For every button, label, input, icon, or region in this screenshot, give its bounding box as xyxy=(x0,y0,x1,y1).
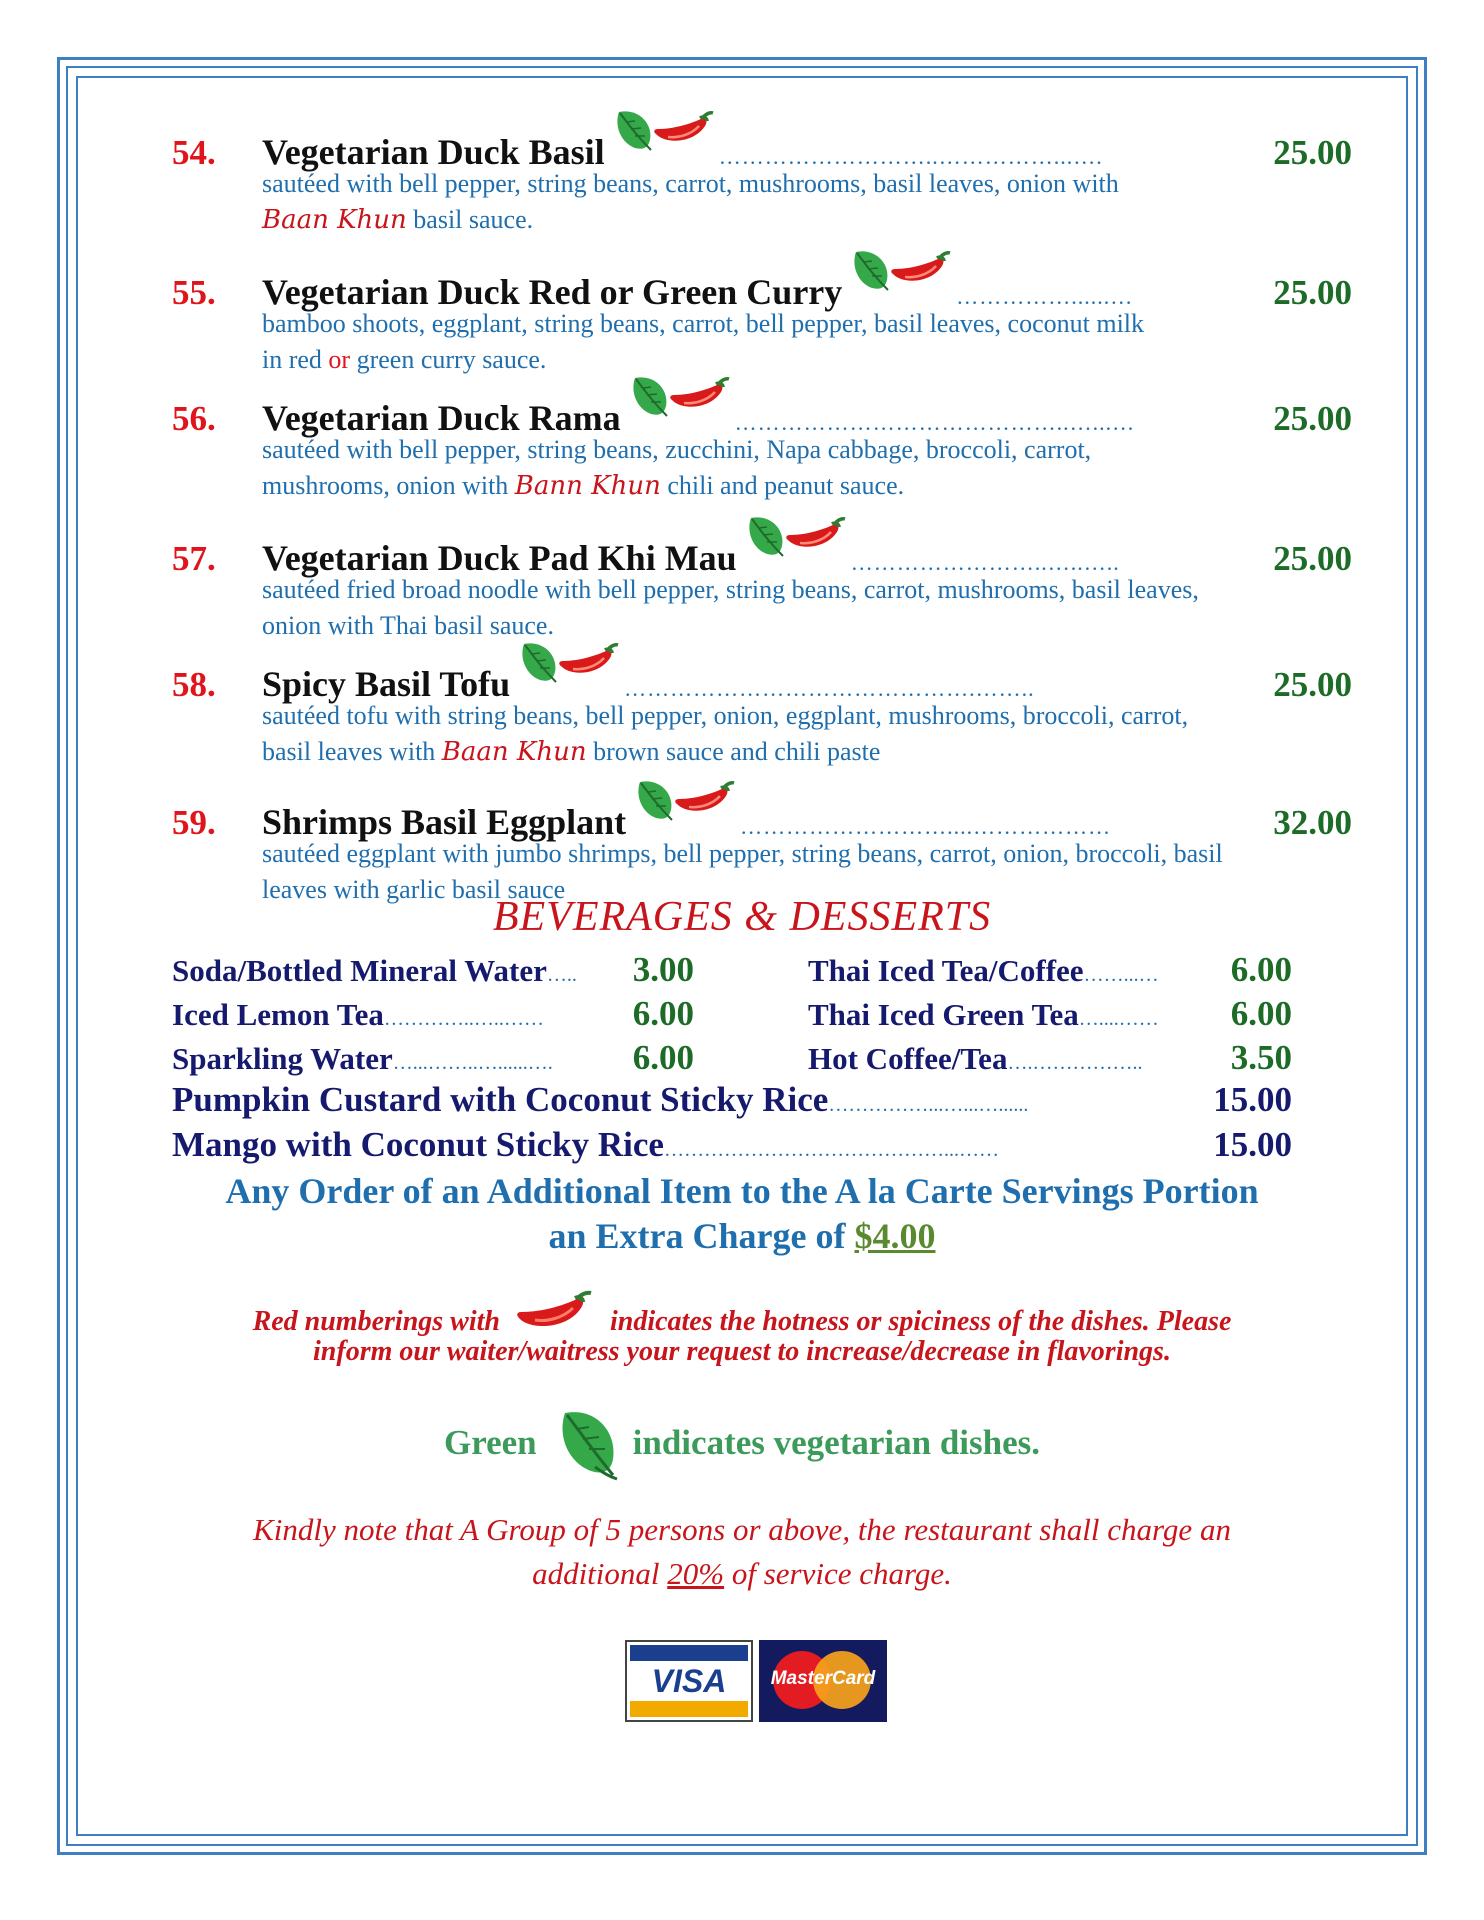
dish-icons xyxy=(634,778,736,827)
description-text: bamboo shoots, eggplant, string beans, carrot, bell pepper, basil leaves, coconut milk xyxy=(262,309,1145,338)
dish-item xyxy=(172,386,1352,504)
dish-item xyxy=(172,260,1352,378)
dish-header xyxy=(172,790,1352,842)
description-text: basil sauce. xyxy=(406,205,534,234)
beverage-price: 6.00 xyxy=(1230,994,1292,1033)
restaurant-name: Baan Khun xyxy=(441,737,587,767)
beverage-name: Thai Iced Tea/Coffee xyxy=(808,953,1084,988)
extra-charge-amount: $4.00 xyxy=(854,1216,936,1256)
dish-description xyxy=(262,166,1342,238)
basil-leaf-icon xyxy=(613,108,653,157)
dish-icons xyxy=(518,640,620,689)
leader-dots: ……………………………………...…… xyxy=(663,1139,999,1161)
leader-dots: …....…… xyxy=(1078,1008,1159,1030)
basil-leaf-icon xyxy=(850,248,890,297)
leader-dots: ….. xyxy=(546,964,577,986)
beverage-item xyxy=(808,994,1292,1034)
description-text: basil leaves with xyxy=(262,737,442,766)
dish-icons xyxy=(629,374,731,423)
spiciness-note-text: Red numberings with xyxy=(252,1306,507,1337)
extra-charge-line-2 xyxy=(0,1213,1484,1259)
dish-header xyxy=(172,526,1352,578)
basil-leaf-icon xyxy=(555,1405,619,1481)
basil-leaf-icon xyxy=(745,514,785,563)
dish-description xyxy=(262,432,1342,504)
leader-dots: ………………………..……………...…. xyxy=(718,144,1103,169)
description-text: brown sauce and chili paste xyxy=(586,737,881,766)
beverage-price: 6.00 xyxy=(632,1038,694,1077)
beverage-name: Soda/Bottled Mineral Water xyxy=(172,953,547,988)
dish-description xyxy=(262,306,1342,378)
leader-dots: ……………………………………….…….. xyxy=(624,676,1035,701)
dish-name: Shrimps Basil Eggplant xyxy=(262,802,627,842)
description-text: sautéed eggplant with jumbo shrimps, bell pepper, string beans, carrot, onion, broccoli, basil xyxy=(262,839,1223,868)
description-text: mushrooms, onion with xyxy=(262,471,515,500)
dish-header xyxy=(172,652,1352,704)
description-text: leaves with garlic basil sauce xyxy=(262,875,566,904)
leader-dots: ……………...…...…...... xyxy=(828,1094,1029,1116)
spiciness-note-line-2: inform our waiter/waitress your request to increase/decrease in flavorings. xyxy=(313,1336,1171,1367)
spiciness-note-text: indicates the hotness or spiciness of the dishes. Please xyxy=(602,1306,1232,1337)
beverage-item xyxy=(808,950,1292,990)
leader-dots: …………..…..…… xyxy=(383,1008,544,1030)
dish-name: Vegetarian Duck Red or Green Curry xyxy=(262,272,843,312)
dish-name: Vegetarian Duck Rama xyxy=(262,398,621,438)
section-title-beverages-desserts: BEVERAGES & DESSERTS xyxy=(492,894,992,940)
beverage-item xyxy=(172,950,694,990)
dish-price: 25.00 xyxy=(1273,665,1352,704)
beverage-item xyxy=(172,1038,694,1078)
description-text: chili and peanut sauce. xyxy=(660,471,905,500)
basil-leaf-icon xyxy=(518,640,558,689)
restaurant-name: Baan Khun xyxy=(262,205,407,235)
dish-number: 54. xyxy=(172,133,216,172)
dish-item xyxy=(172,652,1352,770)
dish-price: 25.00 xyxy=(1273,133,1352,172)
leader-dots: ……………………..…..….. xyxy=(850,550,1120,575)
dish-icons xyxy=(745,514,847,563)
description-text: onion with Thai basil sauce. xyxy=(262,611,554,640)
description-text: green curry sauce. xyxy=(350,345,547,374)
visa-text: VISA xyxy=(651,1663,727,1699)
service-charge-note xyxy=(0,1508,1484,1596)
dish-item xyxy=(172,790,1352,908)
leader-dots: ………………………....……………… xyxy=(740,814,1112,839)
chili-pepper-icon xyxy=(674,780,736,825)
dish-header xyxy=(172,120,1352,172)
mastercard-text: MasterCard xyxy=(770,1668,876,1689)
dish-name: Vegetarian Duck Pad Khi Mau xyxy=(262,538,737,578)
highlight-word: or xyxy=(328,345,351,374)
description-text: sautéed tofu with string beans, bell pepper, onion, eggplant, mushrooms, broccoli, carrot, xyxy=(262,701,1189,730)
service-charge-line-2 xyxy=(0,1552,1484,1596)
chili-pepper-icon xyxy=(890,250,952,295)
dish-icons xyxy=(613,108,715,157)
dish-item xyxy=(172,120,1352,238)
beverage-item xyxy=(808,1038,1292,1078)
beverage-name: Iced Lemon Tea xyxy=(172,997,384,1032)
extra-charge-line-1: Any Order of an Additional Item to the A la Carte Servings Portion xyxy=(225,1171,1259,1211)
leader-dots: …...……..…......…. xyxy=(392,1052,553,1074)
dessert-price: 15.00 xyxy=(1213,1125,1292,1164)
description-text: in red xyxy=(262,345,329,374)
dish-number: 59. xyxy=(172,803,216,842)
basil-leaf-icon xyxy=(634,778,674,827)
dish-header xyxy=(172,386,1352,438)
vegetarian-note-text: indicates vegetarian dishes. xyxy=(632,1423,1041,1462)
dessert-item xyxy=(172,1080,1292,1120)
beverage-item xyxy=(172,994,694,1034)
dish-number: 56. xyxy=(172,399,216,438)
dessert-name: Pumpkin Custard with Coconut Sticky Rice xyxy=(172,1080,829,1119)
service-charge-line-1: Kindly note that A Group of 5 persons or above, the restaurant shall charge an xyxy=(253,1512,1231,1547)
restaurant-name: Bann Khun xyxy=(514,471,661,501)
beverage-name: Hot Coffee/Tea xyxy=(808,1041,1008,1076)
dish-icons xyxy=(850,248,952,297)
service-charge-text: of service charge. xyxy=(724,1556,952,1591)
description-text: sautéed fried broad noodle with bell pepper, string beans, carrot, mushrooms, basil leaves, xyxy=(262,575,1199,604)
dessert-name: Mango with Coconut Sticky Rice xyxy=(172,1125,664,1164)
vegetarian-note-green: Green xyxy=(443,1423,537,1462)
leader-dots: ……………......… xyxy=(956,284,1134,309)
service-charge-percent: 20% xyxy=(667,1556,725,1591)
service-charge-text: additional xyxy=(532,1556,668,1591)
description-text: sautéed with bell pepper, string beans, carrot, mushrooms, basil leaves, onion with xyxy=(262,169,1119,198)
dish-description xyxy=(262,572,1342,644)
beverage-price: 3.50 xyxy=(1230,1038,1292,1077)
visa-logo xyxy=(625,1640,753,1722)
beverage-price: 6.00 xyxy=(1230,950,1292,989)
dish-price: 25.00 xyxy=(1273,399,1352,438)
chili-pepper-icon xyxy=(785,516,847,561)
beverage-price: 3.00 xyxy=(632,950,694,989)
dish-price: 32.00 xyxy=(1273,803,1352,842)
dessert-price: 15.00 xyxy=(1213,1080,1292,1119)
vegetarian-note xyxy=(0,1405,1484,1481)
dish-name: Vegetarian Duck Basil xyxy=(262,132,605,172)
dish-description xyxy=(262,698,1342,770)
dessert-item xyxy=(172,1125,1292,1165)
chili-pepper-icon xyxy=(653,110,715,155)
leader-dots: ……...… xyxy=(1083,964,1159,986)
basil-leaf-icon xyxy=(629,374,669,423)
dish-price: 25.00 xyxy=(1273,273,1352,312)
beverage-name: Sparkling Water xyxy=(172,1041,393,1076)
dish-item xyxy=(172,526,1352,644)
dish-price: 25.00 xyxy=(1273,539,1352,578)
beverage-price: 6.00 xyxy=(632,994,694,1033)
extra-charge-text: an Extra Charge of xyxy=(548,1216,855,1256)
leader-dots: ….…………….. xyxy=(1007,1052,1143,1074)
dish-number: 55. xyxy=(172,273,216,312)
chili-pepper-icon xyxy=(558,642,620,687)
description-text: sautéed with bell pepper, string beans, zucchini, Napa cabbage, broccoli, carrot, xyxy=(262,435,1092,464)
dish-header xyxy=(172,260,1352,312)
leader-dots: ……………………………………..…...… xyxy=(734,410,1136,435)
dish-name: Spicy Basil Tofu xyxy=(262,664,511,704)
mastercard-logo xyxy=(759,1640,887,1722)
payment-cards xyxy=(625,1640,887,1722)
chili-pepper-icon xyxy=(669,376,731,421)
dish-number: 58. xyxy=(172,665,216,704)
dish-number: 57. xyxy=(172,539,216,578)
beverage-name: Thai Iced Green Tea xyxy=(808,997,1079,1032)
